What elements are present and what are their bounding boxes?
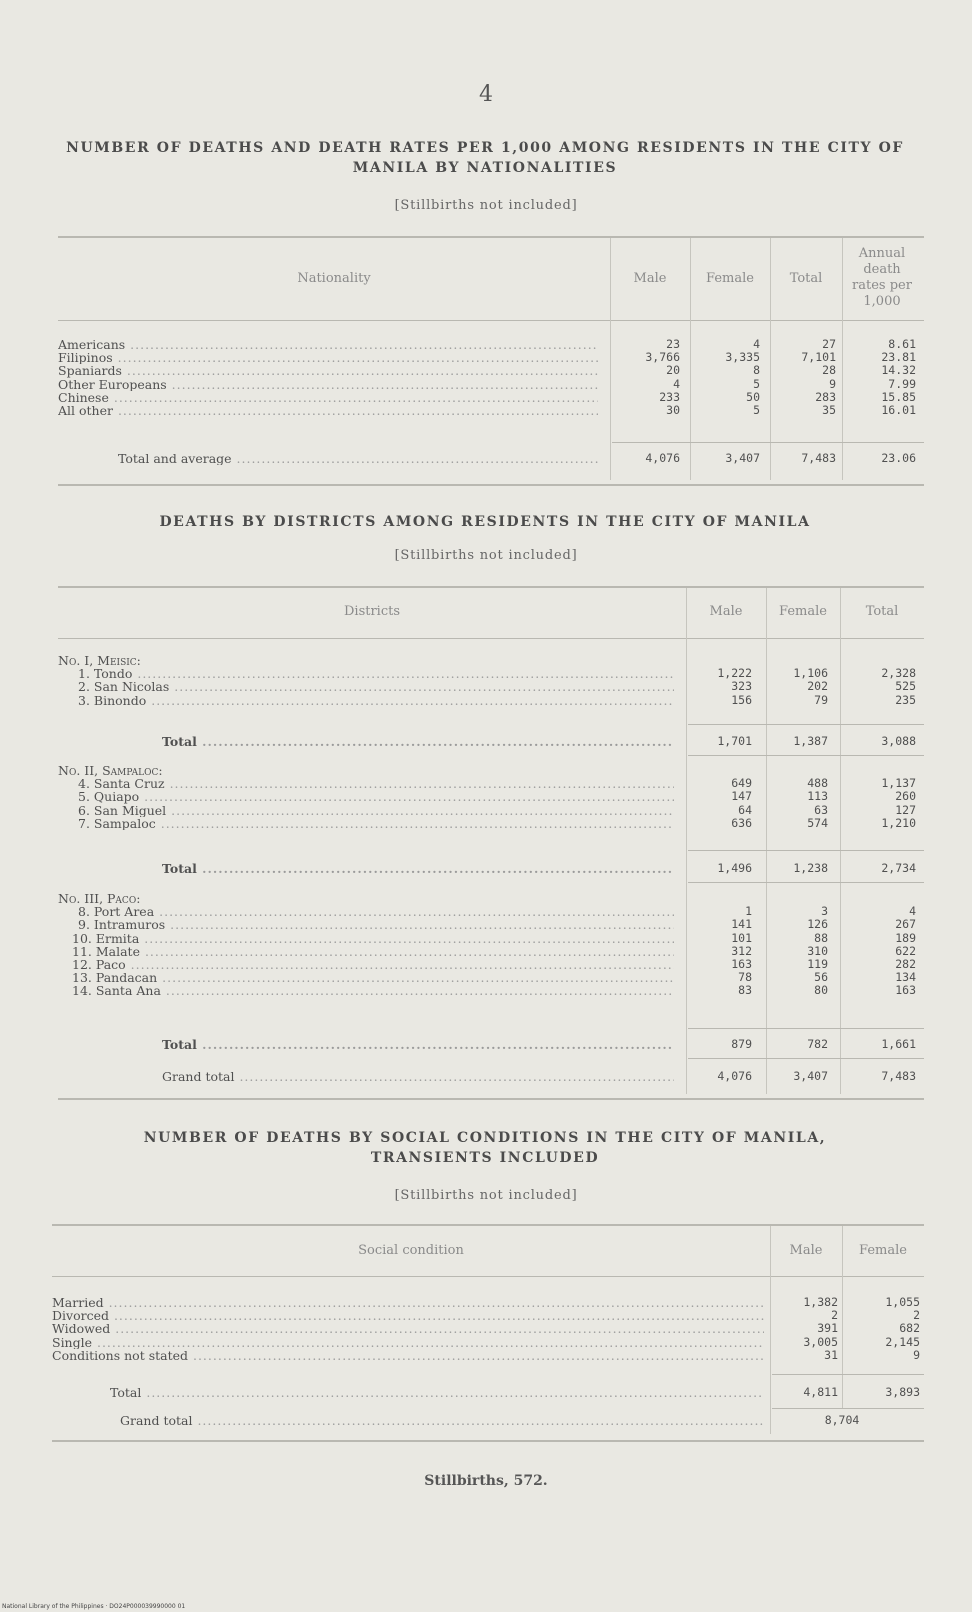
- cell-female: 682: [899, 1321, 920, 1336]
- row-label: 6. San Miguel .....: [58, 804, 674, 817]
- cell-rate: 23.81: [881, 350, 916, 365]
- cell-total: 622: [895, 943, 916, 958]
- cell-total: 2,328: [881, 666, 916, 681]
- cell-male: 636: [731, 815, 752, 830]
- cell-male: 163: [731, 957, 752, 972]
- cell-female: 56: [814, 970, 828, 985]
- cell-total: 1,661: [881, 1037, 916, 1051]
- table2-header-female: Female: [779, 604, 827, 619]
- table2-grand-total: [58, 1070, 920, 1083]
- cell-male: 4,076: [645, 451, 680, 465]
- group-name: No. III, Paco:: [58, 891, 141, 906]
- cell-male: 649: [731, 776, 752, 791]
- cell-male: 31: [824, 1347, 838, 1362]
- table2-group-1-total: [58, 735, 920, 748]
- cell-male: 147: [731, 789, 752, 804]
- table3-title: NUMBER OF DEATHS BY SOCIAL CONDITIONS IN THE CITY OF MANILA, TRANSIENTS INCLUDED: [143, 1130, 827, 1166]
- table2-group-2-total: [58, 862, 920, 875]
- table-row: [58, 958, 920, 971]
- cell-total: 267: [895, 917, 916, 932]
- table-row: [58, 667, 920, 680]
- row-label: Married .....: [52, 1296, 764, 1309]
- table-row: [58, 932, 920, 945]
- cell-male: 1: [745, 904, 752, 919]
- table2-top-rule: [58, 586, 924, 588]
- cell-male: 3,005: [803, 1334, 838, 1349]
- cell-female: 79: [814, 692, 828, 707]
- table1-total-rule: [612, 442, 924, 443]
- cell-female: 63: [814, 802, 828, 817]
- table-row: [52, 1349, 924, 1362]
- table1-body: [58, 338, 920, 417]
- group-subtotal-rule: [688, 1028, 924, 1029]
- group-heading: [58, 654, 920, 667]
- table3-header-female: Female: [859, 1243, 907, 1258]
- cell-male: 4,076: [717, 1069, 752, 1083]
- cell-male: 2: [831, 1308, 838, 1323]
- table2-bottom-rule: [58, 1098, 924, 1100]
- table-row: [58, 452, 920, 465]
- table2-title: DEATHS BY DISTRICTS AMONG RESIDENTS IN THE CITY OF MANILA: [159, 514, 811, 530]
- row-label: 3. Binondo .....: [58, 694, 674, 707]
- row-label: 4. Santa Cruz .....: [58, 777, 674, 790]
- cell-total: 134: [895, 970, 916, 985]
- cell-total: 525: [895, 679, 916, 694]
- table1-subtitle: [Stillbirths not included]: [394, 198, 578, 213]
- row-label: 1. Tondo .....: [58, 667, 674, 680]
- row-label: 5. Quiapo .....: [58, 790, 674, 803]
- table-row: [58, 680, 920, 693]
- cell-female: 1,106: [793, 666, 828, 681]
- group-name: No. II, Sampaloc:: [58, 763, 163, 778]
- scan-credit: National Library of the Philippines · DO24P000039990000 01: [2, 1603, 186, 1610]
- table-row: [58, 804, 920, 817]
- cell-female: 113: [807, 789, 828, 804]
- cell-total: 27: [822, 337, 836, 351]
- cell-male: 141: [731, 917, 752, 932]
- cell-female: 1,387: [793, 734, 828, 748]
- table2-group-2: [58, 764, 920, 830]
- cell-male: 101: [731, 930, 752, 945]
- table1-total-row: [58, 452, 920, 465]
- cell-female: 80: [814, 983, 828, 998]
- table1-title: NUMBER OF DEATHS AND DEATH RATES PER 1,000 AMONG RESIDENTS IN THE CITY OF MANILA BY NATIONALITIES: [66, 140, 904, 176]
- cell-male: 1,382: [803, 1295, 838, 1309]
- cell-total: 1,137: [881, 776, 916, 791]
- table-row: [58, 338, 920, 351]
- cell-male: 4: [673, 376, 680, 391]
- table1-bottom-rule: [58, 484, 924, 486]
- group-subtotal-rule: [688, 724, 924, 725]
- cell-total: 3,088: [881, 734, 916, 748]
- table-row: [58, 735, 920, 748]
- row-label: Divorced .....: [52, 1309, 764, 1322]
- table-row: [58, 378, 920, 391]
- table2-group-3-total: [58, 1038, 920, 1051]
- table-row: [52, 1309, 924, 1322]
- cell-rate: 7.99: [888, 376, 916, 391]
- cell-female: 1,238: [793, 861, 828, 875]
- table3-bottom-rule: [52, 1440, 924, 1442]
- cell-male: 1,701: [717, 734, 752, 748]
- cell-male: 30: [666, 403, 680, 418]
- table1-header-rule: [58, 320, 924, 321]
- cell-male: 20: [666, 363, 680, 378]
- cell-rate: 16.01: [881, 403, 916, 418]
- cell-female: 126: [807, 917, 828, 932]
- cell-female: 50: [746, 389, 760, 404]
- cell-total: 283: [815, 389, 836, 404]
- group-subtotal-rule: [688, 882, 924, 883]
- table3-total-rule: [772, 1374, 924, 1375]
- table1-header-total: Total: [789, 271, 823, 286]
- cell-rate: 15.85: [881, 389, 916, 404]
- group-heading: [58, 892, 920, 905]
- cell-total: 260: [895, 789, 916, 804]
- cell-male: 312: [731, 943, 752, 958]
- table3-header-condition: Social condition: [358, 1243, 464, 1258]
- cell-male: 4,811: [803, 1385, 838, 1399]
- cell-total: 7,101: [801, 350, 836, 365]
- row-label: Chinese .....: [58, 391, 598, 404]
- table2-header-total: Total: [865, 604, 899, 619]
- row-label: 13. Pandacan .....: [58, 971, 674, 984]
- row-label: Total .....: [52, 1386, 764, 1399]
- cell-total: 35: [822, 403, 836, 418]
- cell-female: 88: [814, 930, 828, 945]
- table-row: [58, 945, 920, 958]
- cell-total: 9: [829, 376, 836, 391]
- table3-subtitle: [Stillbirths not included]: [394, 1188, 578, 1203]
- table1-top-rule: [58, 236, 924, 238]
- cell-female: 3,335: [725, 350, 760, 365]
- row-label: Total .....: [58, 735, 674, 748]
- cell-total: 163: [895, 983, 916, 998]
- cell-male: 1,222: [717, 666, 752, 681]
- table3-total-row: [52, 1386, 924, 1399]
- row-label: Grand total .....: [58, 1070, 674, 1083]
- cell-male: 233: [659, 389, 680, 404]
- row-label: Widowed .....: [52, 1322, 764, 1335]
- cell-female: 119: [807, 957, 828, 972]
- table-row: [58, 862, 920, 875]
- table3-header-male: Male: [789, 1243, 823, 1258]
- cell-total: 4: [909, 904, 916, 919]
- cell-male: 78: [738, 970, 752, 985]
- table-row: [58, 777, 920, 790]
- table-row: [58, 905, 920, 918]
- table1-header-nationality: Nationality: [297, 271, 371, 286]
- row-label: Total .....: [58, 1038, 674, 1051]
- cell-male: 391: [817, 1321, 838, 1336]
- row-label: 11. Malate .....: [58, 945, 674, 958]
- table-row: [52, 1414, 924, 1427]
- cell-rate: 14.32: [881, 363, 916, 378]
- cell-female: 4: [753, 337, 760, 351]
- cell-total: 189: [895, 930, 916, 945]
- row-label: Americans .....: [58, 338, 598, 351]
- table-row: [58, 404, 920, 417]
- cell-total: 127: [895, 802, 916, 817]
- cell-female: 3: [821, 904, 828, 919]
- cell-female: 782: [807, 1037, 828, 1051]
- table3-grand-total: [52, 1414, 924, 1427]
- row-label: Spaniards .....: [58, 364, 598, 377]
- row-label: Conditions not stated .....: [52, 1349, 764, 1362]
- table3-body: [52, 1296, 924, 1362]
- table3-grand-rule: [772, 1408, 924, 1409]
- table2-header-male: Male: [709, 604, 743, 619]
- cell-female: 3,893: [885, 1385, 920, 1399]
- cell-female: 3,407: [793, 1069, 828, 1083]
- table2-header-rule: [58, 638, 924, 639]
- cell-female: 2: [913, 1308, 920, 1323]
- stillbirths-note: Stillbirths, 572.: [424, 1473, 548, 1489]
- row-label: 7. Sampaloc .....: [58, 817, 674, 830]
- table-row: [52, 1386, 924, 1399]
- row-label: 10. Ermita .....: [58, 932, 674, 945]
- cell-rate: 8.61: [888, 337, 916, 351]
- cell-female: 3,407: [725, 451, 760, 465]
- group-subtotal-rule: [688, 755, 924, 756]
- row-label: Total .....: [58, 862, 674, 875]
- row-label: Total and average .....: [58, 452, 598, 465]
- group-subtotal-rule: [688, 850, 924, 851]
- cell-total: 282: [895, 957, 916, 972]
- cell-total: 7,483: [881, 1069, 916, 1083]
- row-label: Filipinos .....: [58, 351, 598, 364]
- table3-top-rule: [52, 1224, 924, 1226]
- table-row: [58, 364, 920, 377]
- cell-male: 64: [738, 802, 752, 817]
- cell-female: 5: [753, 403, 760, 418]
- table-row: [58, 351, 920, 364]
- cell-female: 202: [807, 679, 828, 694]
- page-number: 4: [479, 82, 493, 107]
- cell-male: 1,496: [717, 861, 752, 875]
- table-row: [52, 1322, 924, 1335]
- table1-header-female: Female: [706, 271, 754, 286]
- table2-group-1: [58, 654, 920, 707]
- cell-female: 488: [807, 776, 828, 791]
- cell-female: 2,145: [885, 1334, 920, 1349]
- row-label: 2. San Nicolas .....: [58, 680, 674, 693]
- cell-total: 2,734: [881, 861, 916, 875]
- cell-total: 28: [822, 363, 836, 378]
- table-row: [58, 1070, 920, 1083]
- table-row: [58, 971, 920, 984]
- cell-male: 156: [731, 692, 752, 707]
- table-row: [52, 1296, 924, 1309]
- cell-rate: 23.06: [881, 451, 916, 465]
- row-label: All other .....: [58, 404, 598, 417]
- table2-group-3: [58, 892, 920, 998]
- cell-male: 879: [731, 1037, 752, 1051]
- table1-header-male: Male: [633, 271, 667, 286]
- table-row: [58, 1038, 920, 1051]
- cell-total: 7,483: [801, 451, 836, 465]
- table2-subtitle: [Stillbirths not included]: [394, 548, 578, 563]
- cell-female: 1,055: [885, 1295, 920, 1309]
- table2-header-districts: Districts: [343, 604, 401, 619]
- table-row: [58, 984, 920, 997]
- cell-male: 323: [731, 679, 752, 694]
- row-label: 9. Intramuros .....: [58, 918, 674, 931]
- cell-grand-total: 8,704: [824, 1413, 860, 1427]
- cell-total: 235: [895, 692, 916, 707]
- group-subtotal-rule: [688, 1058, 924, 1059]
- row-label: 14. Santa Ana .....: [58, 984, 674, 997]
- row-label: Other Europeans .....: [58, 378, 598, 391]
- row-label: 12. Paco .....: [58, 958, 674, 971]
- row-label: 8. Port Area .....: [58, 905, 674, 918]
- cell-female: 9: [913, 1347, 920, 1362]
- cell-male: 23: [666, 337, 680, 351]
- group-heading: [58, 764, 920, 777]
- row-label: Single .....: [52, 1336, 764, 1349]
- cell-female: 310: [807, 943, 828, 958]
- row-label: Grand total .....: [52, 1414, 764, 1427]
- table3-header-rule: [52, 1276, 924, 1277]
- table-row: [58, 918, 920, 931]
- group-name: No. I, Meisic:: [58, 653, 141, 668]
- cell-female: 5: [753, 376, 760, 391]
- cell-total: 1,210: [881, 815, 916, 830]
- cell-female: 8: [753, 363, 760, 378]
- table-row: [58, 817, 920, 830]
- cell-male: 83: [738, 983, 752, 998]
- table-row: [58, 790, 920, 803]
- table-row: [52, 1336, 924, 1349]
- cell-female: 574: [807, 815, 828, 830]
- table1-header-rate: Annual death rates per 1,000: [852, 246, 912, 309]
- table-row: [58, 391, 920, 404]
- table-row: [58, 694, 920, 707]
- cell-male: 3,766: [645, 350, 680, 365]
